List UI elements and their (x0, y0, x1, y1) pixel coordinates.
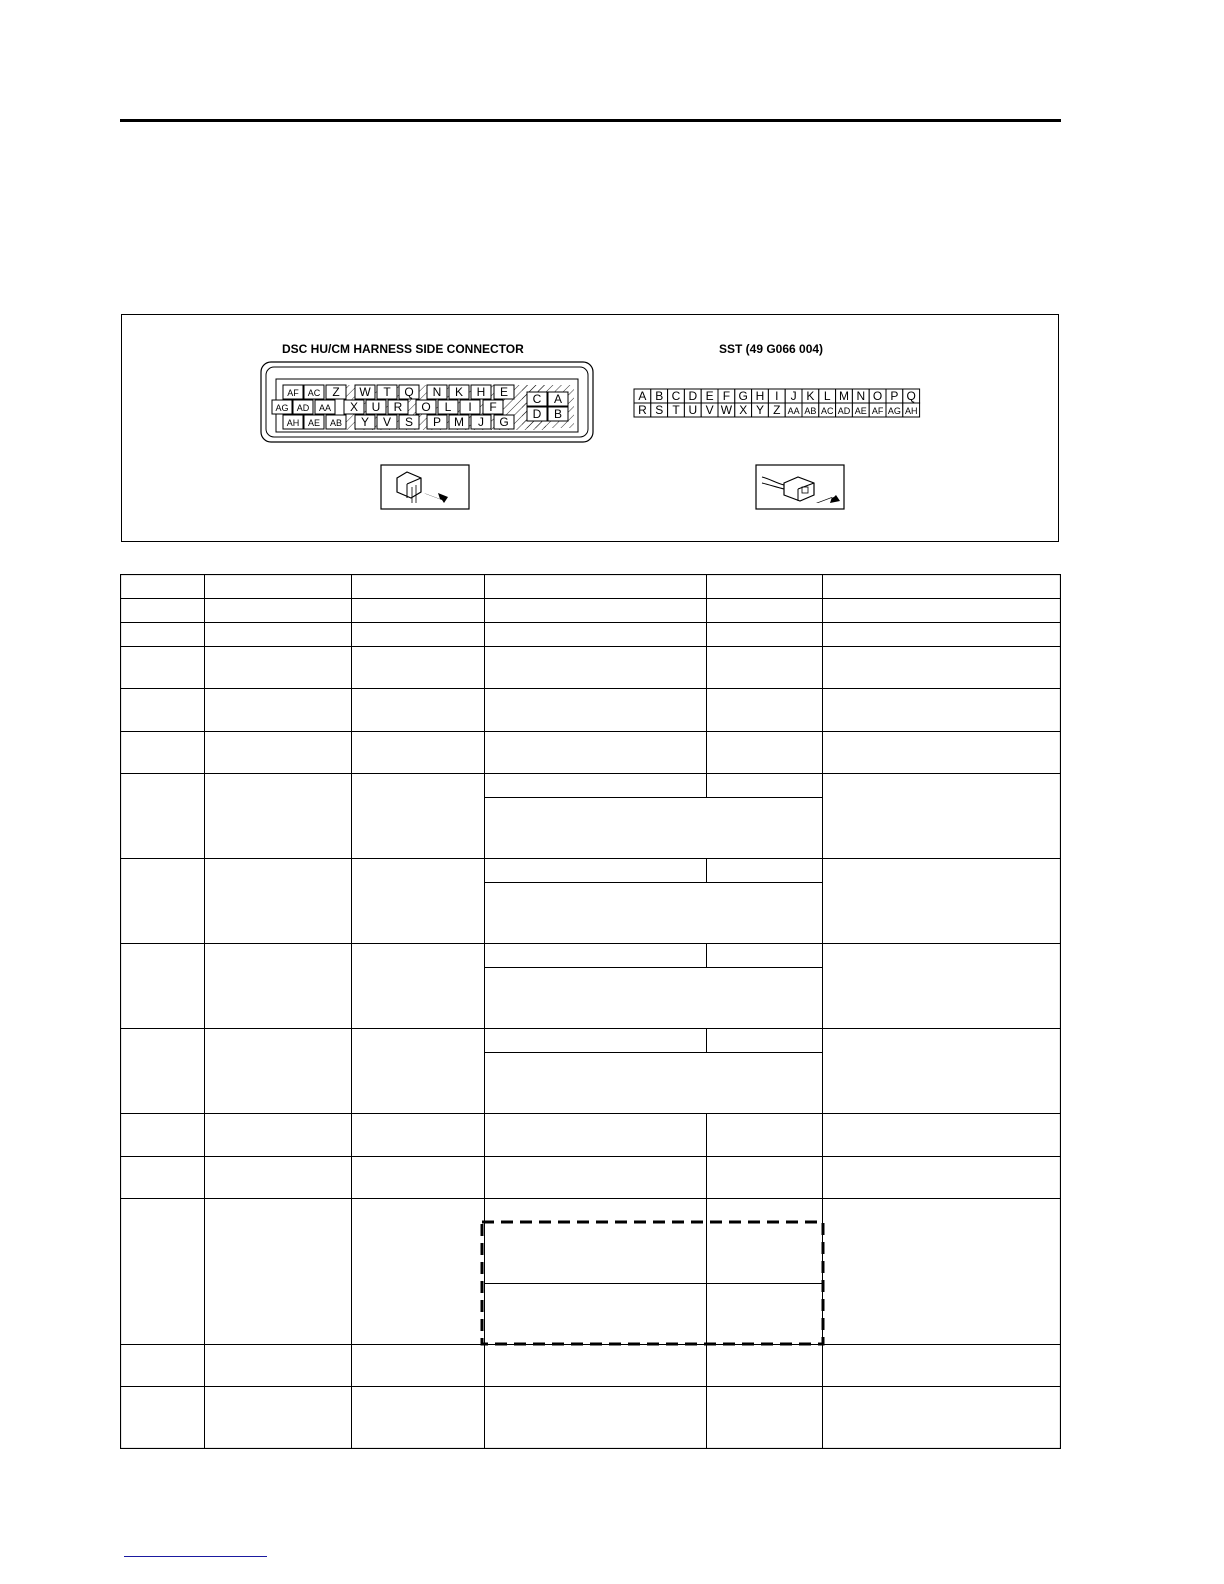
svg-text:AE: AE (854, 406, 867, 416)
svg-text:B: B (655, 389, 664, 403)
svg-text:X: X (349, 400, 359, 414)
connector-pin-x (344, 400, 364, 414)
svg-text:AF: AF (871, 406, 884, 416)
svg-text:D: D (532, 407, 542, 421)
sst-pin-q (903, 389, 920, 403)
svg-text:O: O (421, 400, 431, 414)
svg-text:M: M (454, 415, 464, 429)
connector-pin-d (527, 407, 547, 421)
svg-text:AD: AD (837, 406, 851, 416)
svg-text:AB: AB (804, 406, 817, 416)
connector-pin-u (366, 400, 386, 414)
connector-pin-m (449, 415, 469, 429)
svg-text:Z: Z (332, 385, 340, 399)
sst-pin-t (668, 403, 685, 417)
sst-pin-ah (903, 403, 920, 417)
connector-pin-ah (283, 415, 303, 429)
connector-pin-r (388, 400, 408, 414)
connector-pin-i (460, 400, 480, 414)
sst-pin-g (735, 389, 752, 403)
svg-text:J: J (478, 415, 484, 429)
svg-text:AC: AC (307, 388, 321, 398)
svg-text:N: N (432, 385, 442, 399)
svg-text:AA: AA (318, 403, 332, 413)
connector-pin-t (377, 385, 397, 399)
connector-pin-o (416, 400, 436, 414)
svg-text:X: X (739, 403, 748, 417)
svg-text:E: E (499, 385, 509, 399)
sst-connector (634, 389, 920, 417)
sst-pin-x (735, 403, 752, 417)
connector-pin-l (438, 400, 458, 414)
svg-text:U: U (371, 400, 381, 414)
svg-text:I: I (775, 389, 779, 403)
sst-pin-k (802, 389, 819, 403)
connector-pin-g (494, 415, 514, 429)
svg-text:R: R (638, 403, 647, 417)
svg-text:AC: AC (820, 406, 834, 416)
connector-pin-aa (315, 400, 335, 414)
sst-pin-ab (802, 403, 819, 417)
sst-view-icon (756, 465, 844, 509)
connector-pin-ab (326, 415, 346, 429)
svg-text:U: U (688, 403, 698, 417)
svg-text:H: H (755, 389, 765, 403)
sst-pin-ag (886, 403, 903, 417)
svg-text:H: H (476, 385, 486, 399)
sst-pin-p (886, 389, 903, 403)
sst-pin-o (869, 389, 886, 403)
svg-text:C: C (671, 389, 681, 403)
svg-text:S: S (655, 403, 664, 417)
svg-text:W: W (359, 385, 371, 399)
svg-text:V: V (382, 415, 392, 429)
sst-pin-w (718, 403, 735, 417)
sst-pin-af (869, 403, 886, 417)
connector-pin-y (355, 415, 375, 429)
connector-pin-h (471, 385, 491, 399)
sst-pin-a (634, 389, 651, 403)
connector-pin-w (355, 385, 375, 399)
sst-pin-f (718, 389, 735, 403)
sst-pin-ad (836, 403, 853, 417)
svg-text:Q: Q (404, 385, 414, 399)
svg-text:R: R (393, 400, 403, 414)
svg-text:A: A (638, 389, 647, 403)
svg-text:F: F (489, 400, 497, 414)
svg-text:A: A (553, 392, 563, 406)
svg-text:AD: AD (296, 403, 310, 413)
connector-pin-j (471, 415, 491, 429)
svg-text:G: G (499, 415, 509, 429)
sst-pin-aa (785, 403, 802, 417)
svg-text:K: K (806, 389, 815, 403)
sst-pin-v (701, 403, 718, 417)
sst-pin-n (852, 389, 869, 403)
svg-text:P: P (432, 415, 442, 429)
sst-pin-e (701, 389, 718, 403)
svg-text:F: F (722, 389, 731, 403)
sst-pin-y (752, 403, 769, 417)
sst-pin-ac (819, 403, 836, 417)
connector-pin-p (427, 415, 447, 429)
sst-pin-b (651, 389, 668, 403)
terminal-table (120, 574, 1061, 1449)
svg-text:K: K (454, 385, 464, 399)
sst-pin-i (768, 389, 785, 403)
connector-pin-f (483, 400, 503, 414)
top-rule (120, 119, 1061, 122)
svg-text:W: W (720, 403, 733, 417)
svg-text:P: P (890, 389, 899, 403)
connector-pin-q (399, 385, 419, 399)
svg-text:AB: AB (329, 418, 343, 428)
connector-pin-ad (293, 400, 313, 414)
svg-text:Y: Y (755, 403, 765, 417)
svg-text:S: S (404, 415, 414, 429)
svg-text:Z: Z (773, 403, 781, 417)
sst-pin-s (651, 403, 668, 417)
svg-text:B: B (553, 407, 563, 421)
svg-text:G: G (738, 389, 748, 403)
connector-pin-n (427, 385, 447, 399)
connector-pin-z (326, 385, 346, 399)
svg-text:Y: Y (360, 415, 370, 429)
svg-text:J: J (790, 389, 797, 403)
svg-text:D: D (688, 389, 698, 403)
sst-pin-l (819, 389, 836, 403)
table-grid (120, 574, 1061, 1449)
connector-figure (121, 314, 1059, 542)
harness-side-connector (261, 362, 593, 442)
sst-pin-h (752, 389, 769, 403)
connector-diagram (122, 315, 1060, 543)
connector-pin-e (494, 385, 514, 399)
connector-pin-af (283, 385, 303, 399)
svg-text:AH: AH (904, 406, 918, 416)
connector-pin-c (527, 392, 547, 406)
sst-pin-ae (852, 403, 869, 417)
sst-pin-r (634, 403, 651, 417)
svg-text:AE: AE (307, 418, 321, 428)
svg-text:AG: AG (275, 403, 289, 413)
sst-pin-m (836, 389, 853, 403)
sst-pin-c (668, 389, 685, 403)
svg-text:T: T (383, 385, 391, 399)
connector-pin-v (377, 415, 397, 429)
svg-text:E: E (705, 389, 714, 403)
connector-pin-k (449, 385, 469, 399)
svg-text:AG: AG (887, 406, 901, 416)
svg-text:M: M (839, 389, 849, 403)
svg-text:AA: AA (787, 406, 800, 416)
sst-pin-j (785, 389, 802, 403)
svg-text:L: L (823, 389, 831, 403)
connector-pin-a (548, 392, 568, 406)
sst-pin-z (768, 403, 785, 417)
connector-pin-b (548, 407, 568, 421)
right-caption: SST (49 G066 004) (719, 342, 824, 356)
sst-pin-d (684, 389, 701, 403)
connector-view-icon (381, 465, 469, 509)
footer-link-rule (124, 1556, 267, 1557)
svg-text:O: O (872, 389, 883, 403)
svg-text:L: L (444, 400, 452, 414)
svg-text:Q: Q (906, 389, 916, 403)
svg-text:AF: AF (287, 388, 299, 398)
connector-pin-ac (304, 385, 324, 399)
svg-text:C: C (532, 392, 542, 406)
svg-text:N: N (856, 389, 866, 403)
sst-pin-u (684, 403, 701, 417)
svg-text:I: I (468, 400, 472, 414)
svg-text:T: T (672, 403, 680, 417)
svg-text:AH: AH (286, 418, 300, 428)
connector-pin-ae (304, 415, 324, 429)
connector-pin-s (399, 415, 419, 429)
connector-pin-ag (272, 400, 292, 414)
left-caption: DSC HU/CM HARNESS SIDE CONNECTOR (282, 342, 524, 356)
svg-text:V: V (705, 403, 714, 417)
